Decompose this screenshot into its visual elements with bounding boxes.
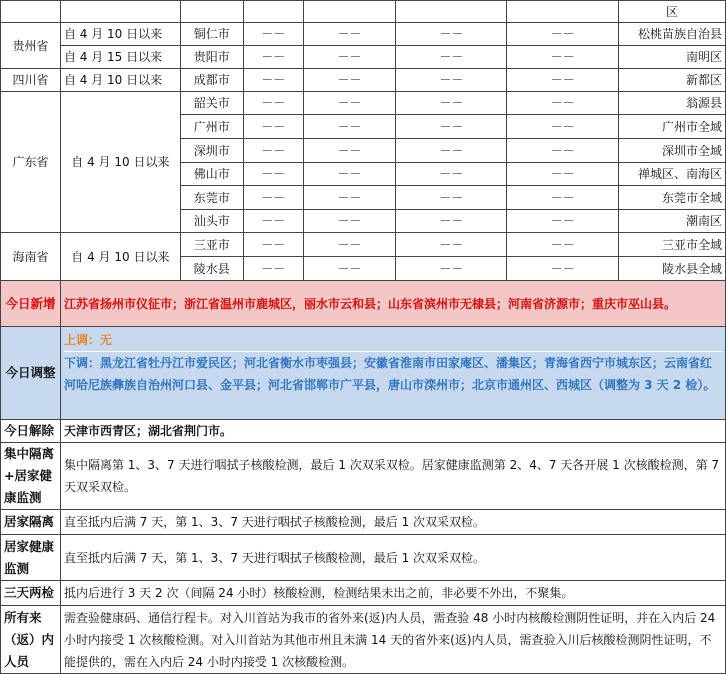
dash-cell: －－ (303, 163, 396, 186)
dash-cell: －－ (303, 233, 396, 257)
today-new-label: 今日新增 (1, 281, 61, 327)
dash-cell: －－ (507, 186, 619, 210)
dash-cell: －－ (396, 257, 507, 281)
dash-cell: －－ (303, 257, 396, 281)
area-cell: 新都区 (619, 69, 726, 92)
measure-content: 抵内后进行 3 天 2 次（间隔 24 小时）核酸检测，检测结果未出之前，非必要不外出，不聚集。 (60, 581, 725, 606)
area-cell: 松桃苗族自治县 (619, 23, 726, 46)
dash-cell: －－ (243, 257, 303, 281)
dash-cell: －－ (243, 115, 303, 139)
dash-cell: －－ (243, 233, 303, 257)
dash-cell: －－ (507, 139, 619, 163)
dash-cell: －－ (303, 115, 396, 139)
date-cell: 自 4 月 15 日以来 (60, 46, 180, 69)
dash-cell: －－ (396, 210, 507, 233)
dash-cell: －－ (243, 139, 303, 163)
city-cell: 东莞市 (180, 186, 243, 210)
area-cell: 南明区 (619, 46, 726, 69)
cell (180, 1, 243, 23)
dash-cell: －－ (396, 92, 507, 115)
measure-content: 需查验健康码、通信行程卡。对入川首站为我市的省外来(返)内人员，需查验 48 小时内核酸检测阴性证明，并在入内后 24 小时内接受 1 次核酸检测。对入川首站为其他市州且未满 14 天的省外来(返)内人员，需查验入川后核酸检测阴性证明，不能提供的，需在入内后 24 小时内接受 1 次核酸检测。 (60, 606, 725, 674)
cell (243, 1, 303, 23)
dash-cell: －－ (396, 186, 507, 210)
dash-cell: －－ (303, 46, 396, 69)
city-cell: 三亚市 (180, 233, 243, 257)
city-cell: 韶关市 (180, 92, 243, 115)
dash-cell: －－ (303, 186, 396, 210)
date-cell: 自 4 月 10 日以来 (60, 233, 180, 281)
dash-cell: －－ (507, 257, 619, 281)
dash-cell: －－ (507, 69, 619, 92)
today-adjust-content (60, 327, 725, 420)
dash-cell: －－ (507, 210, 619, 233)
cell (396, 1, 507, 23)
dash-cell: －－ (243, 69, 303, 92)
dash-cell: －－ (303, 69, 396, 92)
measure-label: 集中隔离+居家健康监测 (1, 443, 61, 510)
today-release-label: 今日解除 (1, 420, 61, 443)
area-cell: 禅城区、南海区 (619, 163, 726, 186)
measure-label: 所有来（返）内人员 (1, 606, 61, 674)
dash-cell: －－ (243, 92, 303, 115)
area-cell: 陵水县全域 (619, 257, 726, 281)
today-new-content: 江苏省扬州市仪征市；浙江省温州市鹿城区，丽水市云和县；山东省滨州市无棣县；河南省济源市；重庆市巫山县。 (60, 281, 725, 327)
today-release-content: 天津市西青区；湖北省荆门市。 (60, 420, 725, 443)
dash-cell: －－ (396, 115, 507, 139)
area-cell: 区 (619, 1, 726, 23)
dash-cell: －－ (303, 139, 396, 163)
city-cell: 广州市 (180, 115, 243, 139)
date-cell: 自 4 月 10 日以来 (60, 92, 180, 233)
dash-cell: －－ (507, 115, 619, 139)
dash-cell: －－ (396, 233, 507, 257)
province-cell: 贵州省 (1, 23, 61, 69)
dash-cell: －－ (396, 46, 507, 69)
city-cell: 佛山市 (180, 163, 243, 186)
dash-cell: －－ (243, 163, 303, 186)
measure-content: 集中隔离第 1、3、7 天进行咽拭子核酸检测，最后 1 次双采双检。居家健康监测第 2、4、7 天各开展 1 次核酸检测，第 7 天双采双检。 (60, 443, 725, 510)
date-cell: 自 4 月 10 日以来 (60, 23, 180, 46)
dash-cell: －－ (243, 23, 303, 46)
city-cell: 汕头市 (180, 210, 243, 233)
dash-cell: －－ (396, 69, 507, 92)
area-cell: 三亚市全域 (619, 233, 726, 257)
measure-content: 直至抵内后满 7 天，第 1、3、7 天进行咽拭子核酸检测，最后 1 次双采双检。 (60, 510, 725, 535)
area-cell: 深圳市全域 (619, 139, 726, 163)
province-cell: 海南省 (1, 233, 61, 281)
city-cell: 深圳市 (180, 139, 243, 163)
dash-cell: －－ (507, 23, 619, 46)
city-cell: 铜仁市 (180, 23, 243, 46)
area-cell: 东莞市全域 (619, 186, 726, 210)
dash-cell: －－ (507, 163, 619, 186)
city-cell: 贵阳市 (180, 46, 243, 69)
adjust-up-text: 上调：无 (64, 329, 722, 352)
cell (303, 1, 396, 23)
date-cell: 自 4 月 10 日以来 (60, 69, 180, 92)
dash-cell: －－ (303, 210, 396, 233)
area-cell: 翁源县 (619, 92, 726, 115)
city-cell: 陵水县 (180, 257, 243, 281)
measure-label: 居家健康监测 (1, 535, 61, 581)
dash-cell: －－ (396, 139, 507, 163)
province-cell: 广东省 (1, 92, 61, 233)
cell (60, 1, 180, 23)
dash-cell: －－ (303, 23, 396, 46)
dash-cell: －－ (507, 233, 619, 257)
area-cell: 潮南区 (619, 210, 726, 233)
adjust-down-text: 下调：黑龙江省牡丹江市爱民区；河北省衡水市枣强县；安徽省淮南市田家庵区、潘集区；青海省西宁市城东区；云南省红河哈尼族彝族自治州河口县、金平县；河北省邯郸市广平县，唐山市滦州市；北京市通州区、西城区（调整为 3 天 2 检）。 (63, 356, 716, 392)
dash-cell: －－ (396, 23, 507, 46)
dash-cell: －－ (243, 210, 303, 233)
measure-label: 居家隔离 (1, 510, 61, 535)
province-cell: 四川省 (1, 69, 61, 92)
dash-cell: －－ (507, 46, 619, 69)
dash-cell: －－ (243, 46, 303, 69)
dash-cell: －－ (303, 92, 396, 115)
dash-cell: －－ (507, 92, 619, 115)
dash-cell: －－ (243, 186, 303, 210)
cell (507, 1, 619, 23)
measure-content: 直至抵内后满 7 天，第 1、3、7 天进行咽拭子核酸检测，最后 1 次双采双检。 (60, 535, 725, 581)
city-cell: 成都市 (180, 69, 243, 92)
dash-cell: －－ (396, 163, 507, 186)
cell (1, 1, 61, 23)
today-adjust-label: 今日调整 (1, 327, 61, 420)
measure-label: 三天两检 (1, 581, 61, 606)
area-cell: 广州市全域 (619, 115, 726, 139)
